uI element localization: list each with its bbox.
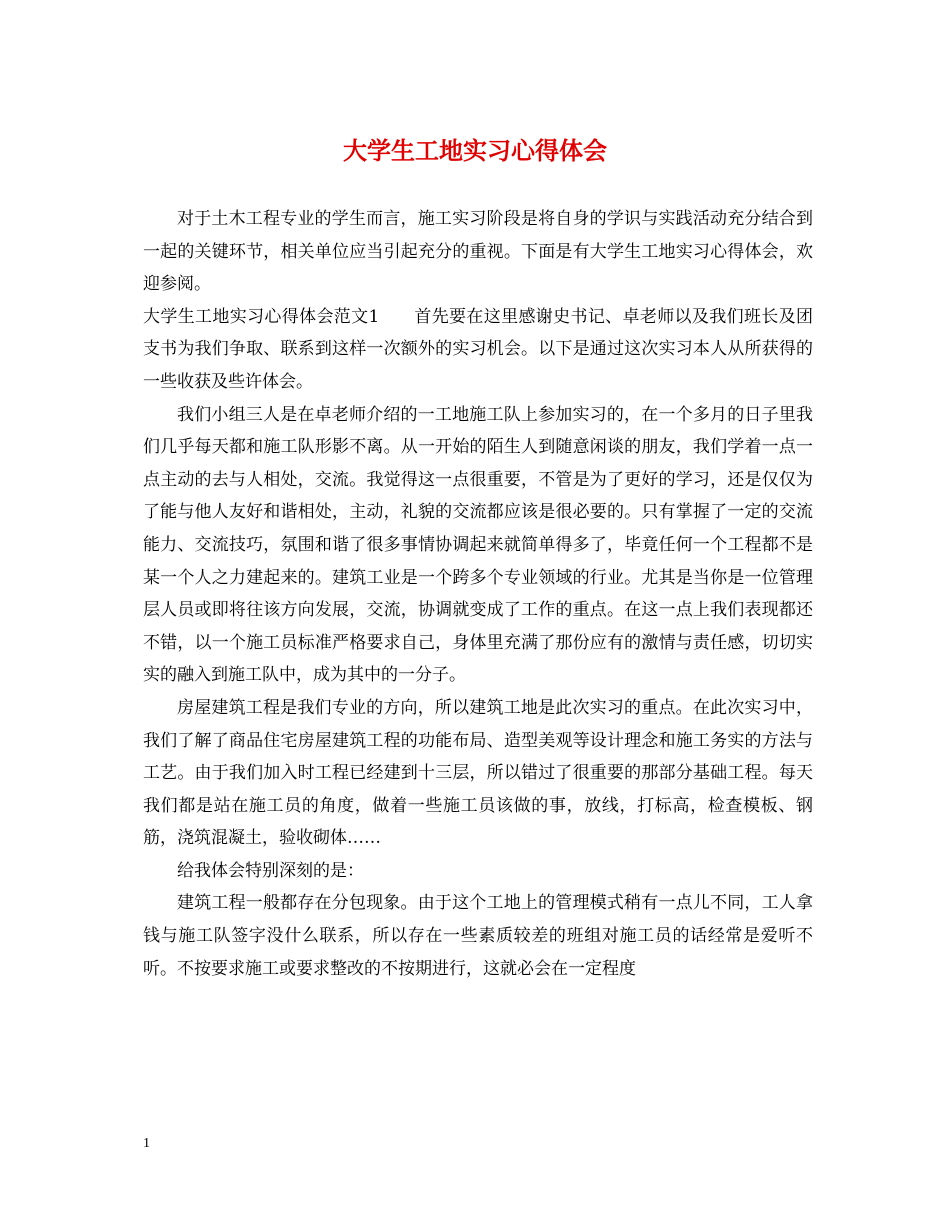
document-body [143, 203, 813, 985]
body-paragraph: 房屋建筑工程是我们专业的方向，所以建筑工地是此次实习的重点。在此次实习中，我们了解了商品住宅房屋建筑工程的功能布局、造型美观等设计理念和施工务实的方法与工艺。由于我们加入时工程已经建到十三层，所以错过了很重要的那部分基础工程。每天我们都是站在施工员的角度，做着一些施工员该做的事，放线，打标高，检查模板、钢筋，浇筑混凝土，验收砌体…… [143, 697, 813, 849]
body-paragraph: 我们小组三人是在卓老师介绍的一工地施工队上参加实习的，在一个多月的日子里我们几乎每天都和施工队形影不离。从一开始的陌生人到随意闲谈的朋友，我们学着一点一点主动的去与人相处，交流。我觉得这一点很重要，不管是为了更好的学习，还是仅仅为了能与他人友好和谐相处，主动，礼貌的交流都应该是很必要的。只有掌握了一定的交流能力、交流技巧，氛围和谐了很多事情协调起来就简单得多了，毕竟任何一个工程都不是某一个人之力建起来的。建筑工业是一个跨多个专业领域的行业。尤其是当你是一位管理层人员或即将往该方向发展，交流，协调就变成了工作的重点。在这一点上我们表现都还不错，以一个施工员标准严格要求自己，身体里充满了那份应有的激情与责任感，切切实实的融入到施工队中，成为其中的一分子。 [143, 404, 813, 686]
body-paragraph: 给我体会特别深刻的是： [177, 860, 364, 881]
page-number: 1 [143, 1136, 150, 1151]
intro-paragraph: 对于土木工程专业的学生而言，施工实习阶段是将自身的学识与实践活动充分结合到一起的关键环节，相关单位应当引起充分的重视。下面是有大学生工地实习心得体会，欢迎参阅。 [143, 209, 813, 295]
body-paragraph: 建筑工程一般都存在分包现象。由于这个工地上的管理模式稍有一点儿不同，工人拿钱与施工队签字没什么联系，所以存在一些素质较差的班组对施工员的话经常是爱听不听。不按要求施工或要求整改的不按期进行，这就必会在一定程度 [143, 893, 813, 979]
document-title: 大学生工地实习心得体会 [343, 137, 607, 165]
sample-heading-paragraph: 大学生工地实习心得体会范文1 首先要在这里感谢史书记、卓老师以及我们班长及团支书为我们争取、联系到这样一次额外的实习机会。以下是通过这次实习本人从所获得的一些收获及些许体会。 [143, 306, 813, 392]
